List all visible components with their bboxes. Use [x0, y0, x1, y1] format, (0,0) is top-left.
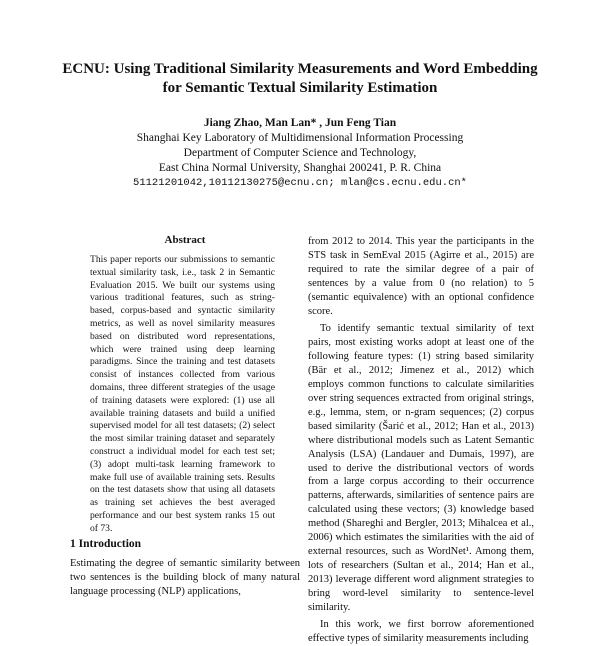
author-names: Jiang Zhao, Man Lan* , Jun Feng Tian [203, 117, 397, 129]
affiliation-lab: Shanghai Key Laboratory of Multidimensional Information Processing [136, 132, 464, 144]
right-paragraph-3: In this work, we first borrow aforementioned effective types of similarity measurements including [308, 619, 534, 645]
right-paragraph-1: from 2012 to 2014. This year the participants in the STS task in SemEval 2015 (Agirre et al., 2015) are required to rate the similar degree of a pair of sentences by a value from 0 (no relation) to 5 (semantic equivalence) with an optional confidence score. [308, 236, 534, 317]
paper-title [40, 60, 560, 98]
introduction-body [70, 557, 300, 599]
right-column [308, 235, 534, 646]
section-heading-introduction: 1 Introduction [70, 538, 142, 550]
author-emails: 51121201042,10112130275@ecnu.cn; mlan@cs.ecnu.edu.cn* [133, 177, 467, 189]
abstract-text: This paper reports our submissions to semantic textual similarity task, i.e., task 2 in Semantic Evaluation 2015. We built our systems using various traditional features, such as string-based, corpus-based and syntactic similarity metrics, as well as novel similarity measures based on distributed word representations, which were trained using deep learning paradigms. Since the training and test datasets consist of instances collected from various domains, three different strategies of the usage of training datasets were explored: (1) use all available training datasets and build a unified supervised model for all test datasets; (2) select the most similar training dataset and separately construct a individual model for each test set; (3) adopt multi-task learning framework to make full use of available training sets. Results on the test datasets show that using all datasets as training set achieves the best averaged performance and our best system ranks 15 out of 73. [90, 254, 275, 534]
right-paragraph-2: To identify semantic textual similarity of text pairs, most existing works adopt at least one of the following feature types: (1) string based similarity (Bär et al., 2012; Jimenez et al., 2012) which employs common functions to calculate similarities over string sequences extracted from original strings, e.g., lemma, stem, or n-gram sequences; (2) corpus based similarity (Šarić et al., 2012; Han et al., 2013) where distributional models such as Latent Semantic Analysis (LSA) (Landauer and Dumais, 1997), are used to derive the distributional vectors of words from a large corpus according to their occurrence patterns, afterwards, similarities of sentence pairs are calculated using these vectors; (3) knowledge based method (Shareghi and Bergler, 2013; Mihalcea et al., 2006) which estimates the similarities with the aid of external resources, such as WordNet¹. Among them, lots of researchers (Sultan et al., 2014; Han et al., 2013) leverage different word alignment strategies to bring word-level similarity to sentence-level similarity. [308, 323, 534, 613]
introduction-paragraph: Estimating the degree of semantic similarity between two sentences is the building block of many natural language processing (NLP) applications, [70, 558, 300, 597]
abstract-heading: Abstract [164, 234, 206, 246]
affiliation-department: Department of Computer Science and Technology, [183, 147, 417, 159]
abstract-body [90, 254, 275, 536]
title-line-2: for Semantic Textual Similarity Estimation [162, 80, 438, 96]
affiliation-university: East China Normal University, Shanghai 200241, P. R. China [158, 162, 442, 174]
title-line-1: ECNU: Using Traditional Similarity Measurements and Word Embedding [62, 61, 538, 77]
author-block [40, 116, 560, 191]
